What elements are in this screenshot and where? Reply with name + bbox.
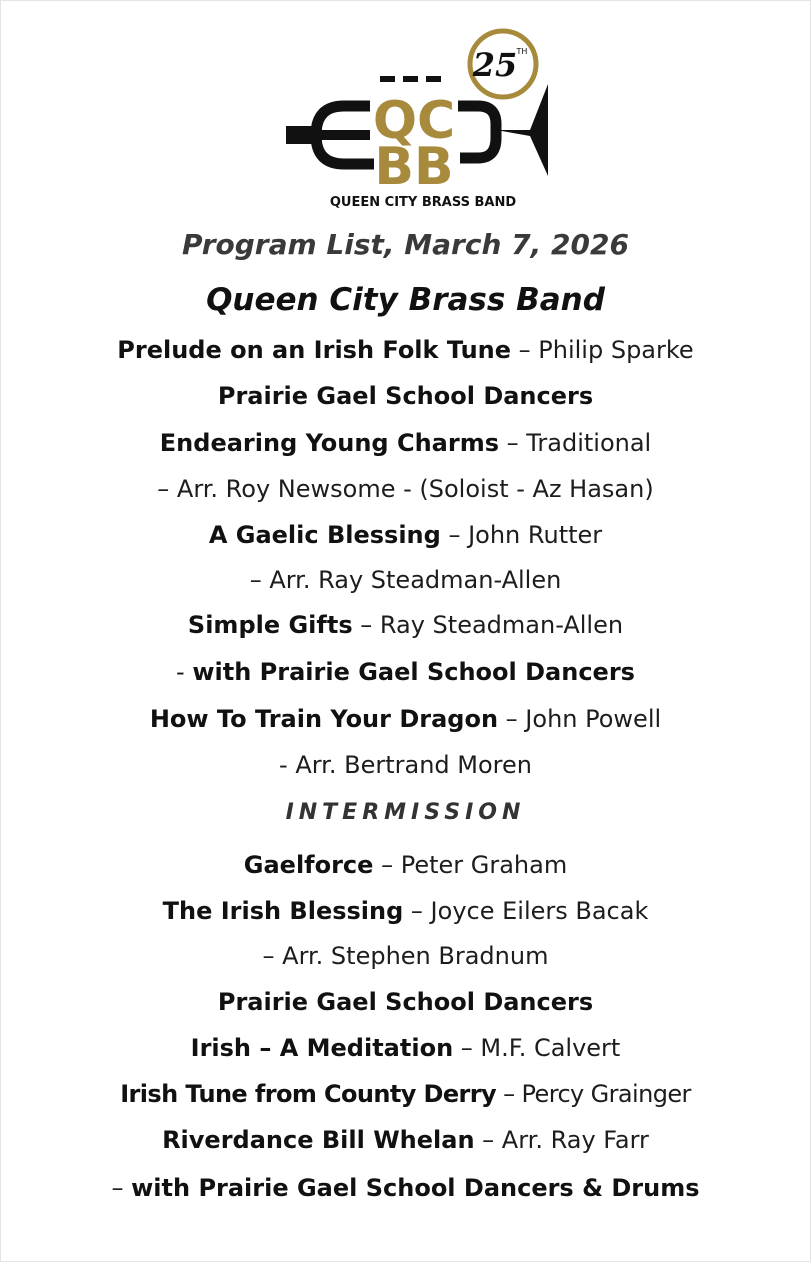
program-line — [0, 610, 811, 640]
piece-credit: – Traditional — [499, 429, 652, 457]
logo-caption: QUEEN CITY BRASS BAND — [329, 195, 517, 210]
piece-title: Gaelforce — [243, 851, 374, 879]
program-line — [0, 474, 811, 504]
program-line — [0, 520, 811, 550]
piece-credit: – Arr. Stephen Bradnum — [262, 942, 549, 970]
program-line — [0, 565, 811, 595]
piece-title: Endearing Young Charms — [159, 429, 499, 457]
piece-credit: – Philip Sparke — [511, 336, 694, 364]
program-line — [0, 657, 811, 687]
program-line — [0, 1173, 811, 1203]
program-line — [0, 381, 811, 411]
band-title: Queen City Brass Band — [206, 282, 605, 318]
piece-title: The Irish Blessing — [162, 897, 404, 925]
anniversary-suffix: TH — [516, 47, 528, 56]
logo-letters-qc: QC — [372, 91, 456, 151]
program-line — [0, 704, 811, 734]
piece-title: Irish – A Meditation — [190, 1034, 454, 1062]
piece-title: How To Train Your Dragon — [149, 705, 499, 733]
program-date-heading: Program List, March 7, 2026 — [182, 228, 629, 261]
piece-credit: – John Powell — [498, 705, 662, 733]
program-line — [0, 1079, 811, 1109]
trumpet-logo-icon — [282, 26, 552, 210]
piece-title: A Gaelic Blessing — [208, 521, 441, 549]
piece-credit: – M.F. Calvert — [453, 1034, 621, 1062]
piece-title: with Prairie Gael School Dancers — [192, 658, 635, 686]
program-line — [0, 850, 811, 880]
program-line — [0, 428, 811, 458]
piece-title: Irish Tune from County Derry — [120, 1080, 497, 1108]
piece-credit: – Ray Steadman-Allen — [352, 611, 624, 639]
piece-credit: - Arr. Bertrand Moren — [279, 751, 532, 779]
intermission-heading: INTERMISSION — [285, 800, 526, 825]
program-line — [0, 987, 811, 1017]
piece-title: Prairie Gael School Dancers — [217, 382, 594, 410]
piece-credit: – Peter Graham — [373, 851, 568, 879]
program-line — [0, 941, 811, 971]
piece-credit: – Percy Grainger — [496, 1080, 691, 1108]
piece-credit: – Joyce Eilers Bacak — [403, 897, 649, 925]
piece-credit: – Arr. Roy Newsome - (Soloist - Az Hasan) — [157, 475, 654, 503]
program-line — [0, 1125, 811, 1155]
anniversary-number: 25 — [472, 46, 518, 84]
piece-title: Prelude on an Irish Folk Tune — [117, 336, 512, 364]
program-line — [0, 896, 811, 926]
program-line — [0, 1033, 811, 1063]
program-line — [0, 750, 811, 780]
program-line — [0, 335, 811, 365]
logo-letters-bb: BB — [374, 137, 454, 197]
piece-title: with Prairie Gael School Dancers & Drums — [131, 1174, 700, 1202]
qcbb-logo — [282, 26, 552, 210]
piece-credit: – Arr. Ray Farr — [474, 1126, 649, 1154]
piece-title: Simple Gifts — [187, 611, 353, 639]
piece-title: Riverdance Bill Whelan — [162, 1126, 475, 1154]
piece-title: Prairie Gael School Dancers — [217, 988, 594, 1016]
piece-credit: – Arr. Ray Steadman-Allen — [249, 566, 562, 594]
piece-credit: – John Rutter — [440, 521, 603, 549]
line-prefix: - — [176, 658, 193, 686]
line-prefix: – — [111, 1174, 132, 1202]
